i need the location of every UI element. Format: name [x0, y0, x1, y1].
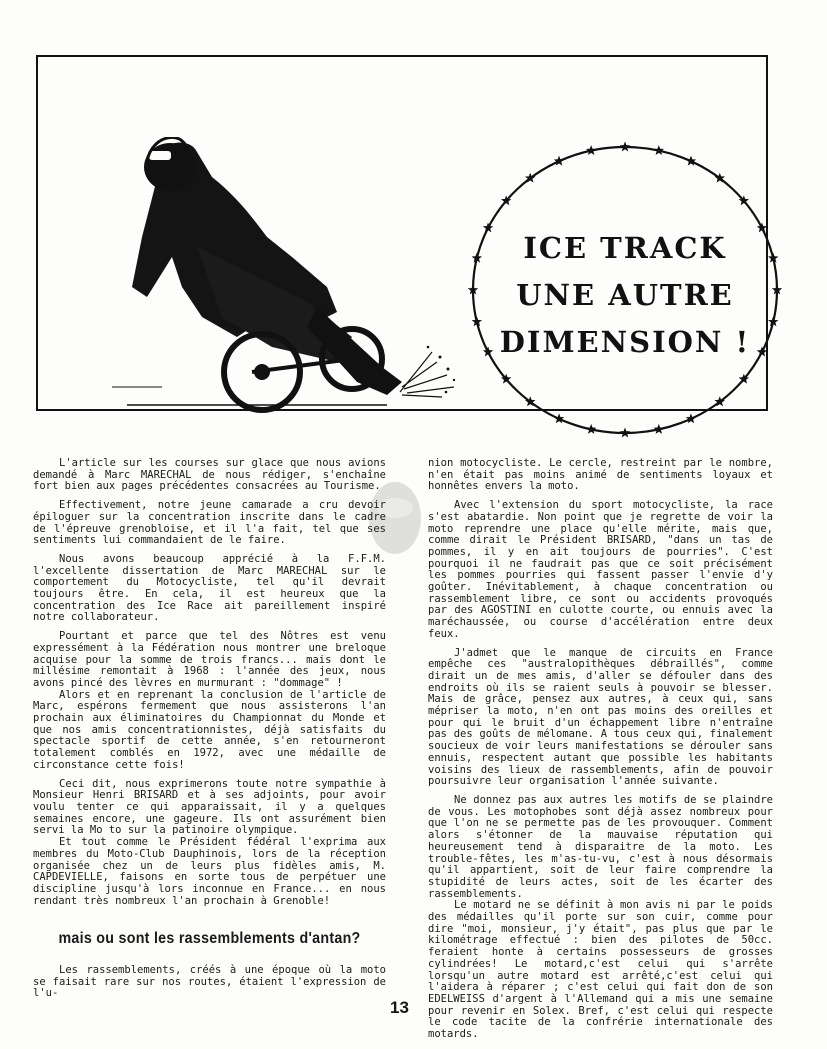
right-column — [428, 458, 773, 1048]
paragraph: Et tout comme le Président fédéral l'exprima aux membres du Moto-Club Dauphinois, lors de la réception organisée chez un de leurs plus fidèles amis, M. CAPDEVIELLE, faisons en sorte tous de perpétuer une discipline jusqu'à lors inconnue en France... en nous rendant très nombreux l'an prochain à Grenoble! — [33, 836, 386, 907]
headline-circle — [466, 139, 784, 441]
paragraph: nion motocycliste. Le cercle, restreint par le nombre, n'en était pas moins animé de sentiments loyaux et honnêtes envers la moto. — [428, 457, 773, 493]
paragraph: Effectivement, notre jeune camarade a cru devoir épiloguer sur la concentration inscrite dans le cadre de l'épreuve grenobloise, et il l'a fait, tel que ses sentiments lui commandaient de le faire. — [33, 499, 386, 547]
star-ornament — [554, 156, 564, 166]
star-ornament — [554, 413, 564, 423]
ice-racer-illustration — [102, 137, 462, 417]
star-ornament — [620, 428, 630, 438]
left-column — [33, 458, 386, 1007]
headline-line-1: ICE TRACK — [523, 231, 727, 265]
star-ornament — [654, 424, 664, 434]
title-banner — [36, 55, 768, 411]
star-ornament — [586, 424, 596, 434]
page-number: 13 — [390, 998, 409, 1017]
paragraph: Le motard ne se définit à mon avis ni par le poids des médailles qu'il porte sur son cuir, comme pour dire "moi, monsieur, j'y était", pas plus que par le kilométrage effectué : bien des pilotes de 50cc. feraient honte à certains possesseurs de grosses cylindrées! Le motard,c'est celui qui s'arrête lorsqu'un autre motard est arrêté,c'est celui qui l'aidera à réparer ; c'est celui qui fait don de son EDELWEISS d'argent à l'Allemand qui a mis une semaine pour revenir en Solex. Bref, c'est celui qui respecte le code tacite de la confrérie internationale des motards. — [428, 899, 773, 1041]
star-ornament — [620, 142, 630, 152]
paragraph: L'article sur les courses sur glace que nous avions demandé à Marc MARECHAL de nous rédiger, s'enchaîne fort bien aux pages précédentes consacrées au Tourisme. — [33, 457, 386, 493]
paragraph: J'admet que le manque de circuits en France empêche ces "australopithèques débraillés", comme dirait un de mes amis, d'aller se défouler dans des endroits où ils se raient seuls à pouvoir se blesser. Mais de grâce, pensez aux autres, à ceux qui, sans mépriser la moto, n'en ont pas moins des oreilles et pour qui le bruit d'un échappement libre n'entraîne pas des goûts de mélomane. A tous ceux qui, finalement soucieux de voir leurs manifestations se dérouler sans ennuis, respectent autant que possible les habitants voisins des lieux de rassemblements, afin de pouvoir poursuivre leur organisation l'année suivante. — [428, 646, 773, 788]
star-ornament — [654, 145, 664, 155]
headline-line-2: UNE AUTRE — [516, 278, 734, 312]
star-ornament — [586, 145, 596, 155]
headline-line-3: DIMENSION ! — [499, 325, 751, 359]
paragraph: Avec l'extension du sport motocycliste, la race s'est abatardie. Non point que je regrette de voir la moto reprendre une place qu'elle mérite, mais que, comme dirait le Président BRISARD, "dans un tas de pommes, il y en ait toujours de pourries". C'est pourquoi il ne faudrait pas que ce soit précisément les pommes pourries qui fassent passer l'envie d'y goûter. Inévitablement, à chaque concentration ou rassemblement libre, ce sont ou accidents provoqués par des AGOSTINI en culotte courte, ou ennuis avec la maréchaussée, ou course d'accélération entre deux feux. — [428, 499, 773, 640]
paragraph: Ne donnez pas aux autres les motifs de se plaindre de vous. Les motophobes sont déjà assez nombreux pour que l'on ne se permette pas de les provouquer. Comment alors s'étonner de la mauvaise réputation qui heureusement tend à disparaitre de la moto. Les trouble-fêtes, les m'as-tu-vu, c'est à nous désormais qu'il appartient, soit de leur faire comprendre la stupidité de leurs actes, soit de les écarter des rassemblements. — [428, 793, 773, 900]
paragraph: Nous avons beaucoup apprécié à la F.F.M. l'excellente dissertation de Marc MARECHAL sur le comportement du Motocycliste, tel qu'il devrait toujours être. En cela, il est heureux que la concentration des Ice Race ait pareillement inspiré notre collaborateur. — [33, 552, 386, 624]
paragraph: Les rassemblements, créés à une époque où la moto se faisait rare sur nos routes, étaient l'expression de l'u- — [33, 964, 386, 1000]
section-subheading: mais ou sont les rassemblements d'antan? — [58, 930, 361, 948]
paragraph: Pourtant et parce que tel des Nôtres est venu expressément à la Fédération nous montrer une breloque acquise pour la somme de trois francs... mais dont le millésime remontait à 1968 : l'année des jeux, nous avons pincé des lèvres en murmurant : "dommage" ! — [33, 630, 386, 689]
headline — [466, 225, 784, 366]
star-ornament — [686, 413, 696, 423]
paragraph: Alors et en reprenant la conclusion de l'article de Marc, espérons fermement que nous assisterons l'an prochain aux éliminatoires du Championnat du Monde et que nos amis concentrationnistes, déjà satisfaits du spectacle sportif de cette année, s'en retourneront totalement comblés en 1972, avec une médaille de circonstance cette fois! — [33, 688, 386, 771]
star-ornament — [686, 156, 696, 166]
paragraph: Ceci dit, nous exprimerons toute notre sympathie à Monsieur Henri BRISARD et à ses adjoints, pour avoir voulu tenter ce qui apparaissait, il y a quelques semaines encore, une gageure. Ils ont assurément bien servi la Mo to sur la patinoire olympique. — [33, 777, 386, 837]
